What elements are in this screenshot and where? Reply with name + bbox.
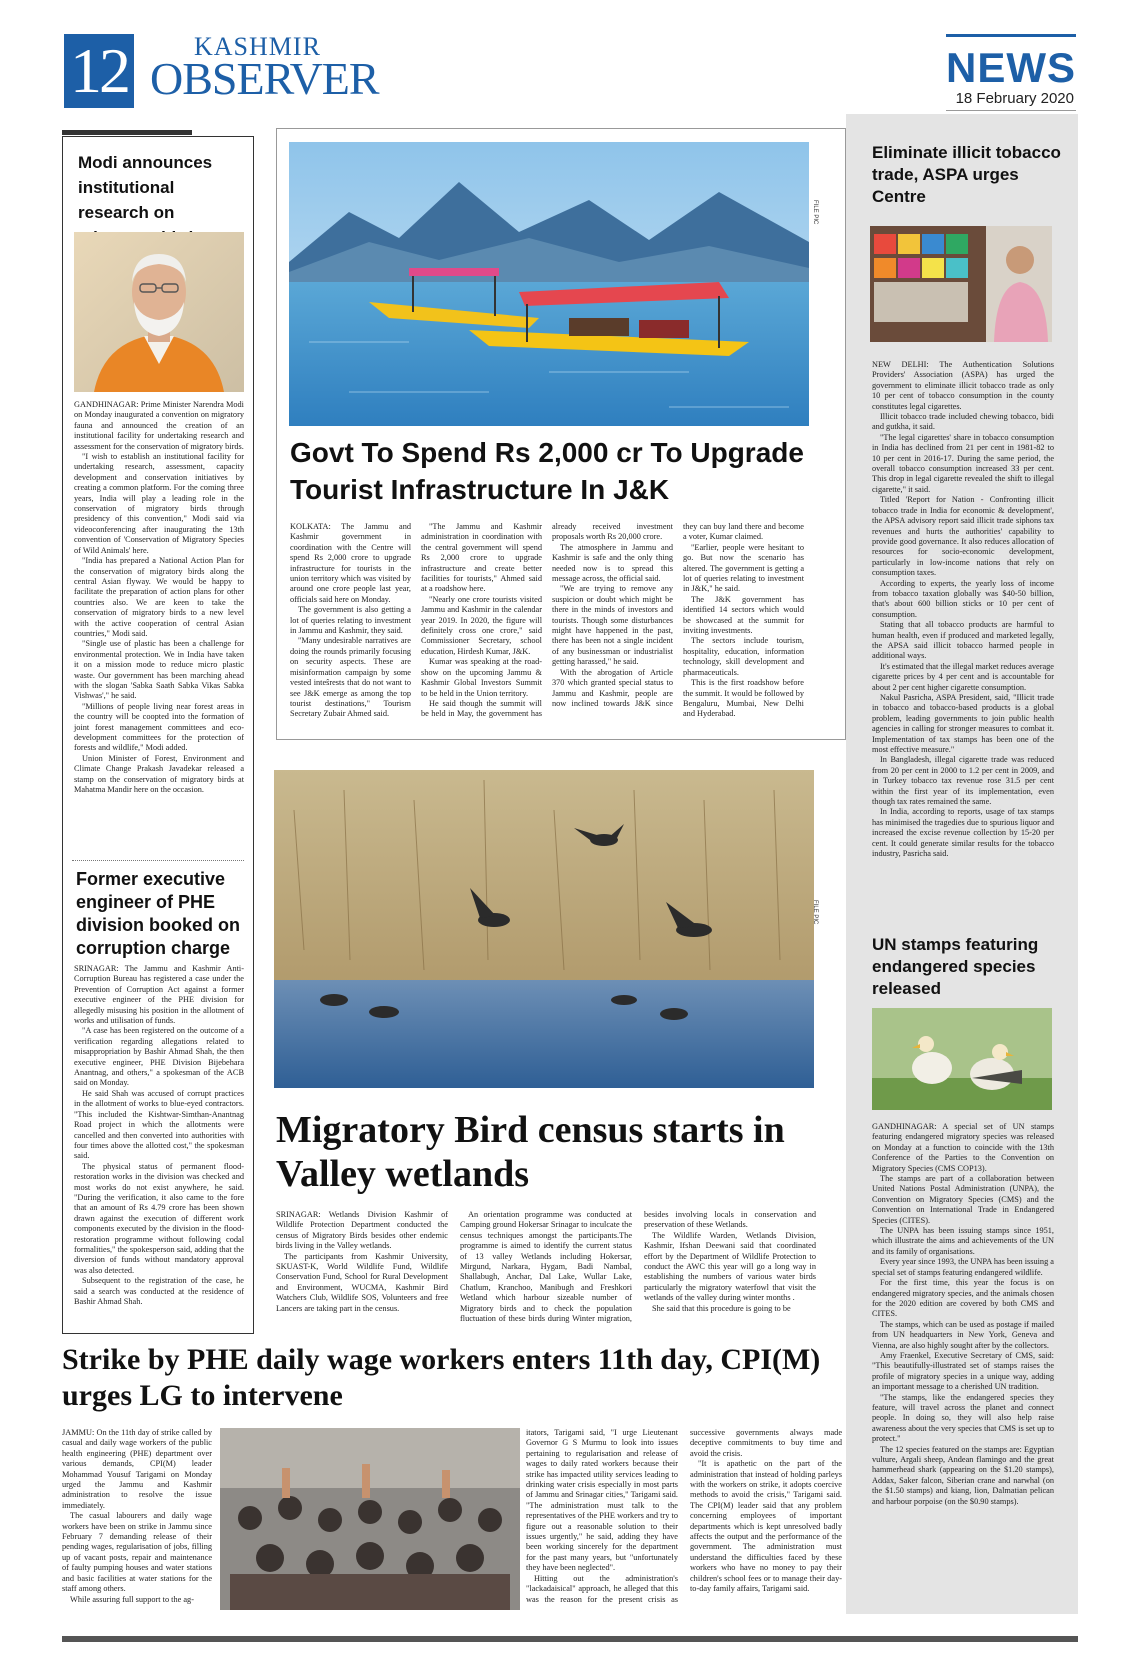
modi-photo bbox=[74, 232, 244, 392]
story-body-phe-engineer: SRINAGAR: The Jammu and Kashmir Anti-Corruption Bureau has registered a case under the Prevention of Corruption Act against a former executive engineer of the PHE division for allegedly misusing his position in the allotment of works and utilisation of funds. "A case has been registered on the outcome of a verification regarding allegations related to misappropriation by Bashir Ahmad Shah, the then executive engineer, PHE Division Bijebehara Anantnag, and others," a spokesman of the ACB said on Monday. He said Shah was accused of corrupt practices in the allotment of works to blue-eyed contractors. "This included the Kishtwar-Simthan-Anantnag Road project in which the allotments were cancelled and then converted into authorities with four times above the allotted cost," the spokesman said. The physical status of permanent flood-restoration works in the division was checked and most works do not exist anywhere, he said. "During the verification, it also came to the fore that an amount of Rs 4.79 crore has been shown drawn against the execution of different work components executed by the division in the flood-restoration programme without following codal formalities," the spokesperson said, adding that the diversion of funds without mandatory approval was also detected. Subsequent to the registration of the case, he said a search was conducted at the residence of Bashir Ahmad Shah. bbox=[74, 964, 244, 1306]
story-headline-modi: Modi announces institutional research on bbox=[78, 153, 213, 222]
story-headline-phe-engineer: Former executive engineer of PHE division booked on corruption charge bbox=[76, 869, 241, 958]
photo-credit-lead: FILE PIC bbox=[812, 200, 818, 225]
section-label: NEWS bbox=[946, 44, 1076, 91]
strike-body-right: itators, Tarigami said, "I urge Lieutenant Governor G S Murmu to look into issues pertaining to regularisation and release of wages to daily rated workers because their strike has impacted utility services leading to drinking water crisis especially in most parts of Jammu and Srinagar cities," Tarigami said. "The administration must talk to the representatives of the PHE workers and try to figure out a reasonable solution to their issues urgently," he said, adding they have been working sincerely for the department for the past many years, but "unfortunately they have been neglected". Hitting out the administration's "lackadaisical" approach, he alleged that this was the reason for the present crisis as successive governments always made deceptive commitments to buy time and avoid the crisis. "It is apathetic on the part of the administration that instead of holding parleys with the workers on strike, it adopts coercive methods to avoid the crisis," Tarigami said. The CPI(M) leader said that any problem concerning employees of important departments which is kept unresolved badly affects the output and the performance of the government. The administration must understand the difficulties faced by these workers who have no money to pay their children's school fees or to manage their day-to-day family affairs, Tarigami said. bbox=[526, 1428, 842, 1604]
birds-story-body: SRINAGAR: Wetlands Division Kashmir of Wildlife Protection Department conducted the census of Migratory Birds besides other endemic birds living in the Valley wetlands. The participants from Kashmir University, SKUAST-K, World Wildlife Fund, Wildlife Conservation Fund, School for Rural Development and Environment, WUCMA, Kashmir Bird Watchers Club, Wildlife SOS, Volunteers and free Lancers are taking part in the census. An orientation programme was conducted at Camping ground Hokersar Srinagar to inculcate the census techniques amongst the participants.The programme is aimed to identify the current status of 13 valley Wetlands including Hokersar, Mirgund, Narkara, Hygam, Badi Nambal, Shallabugh, Anchar, Dal Lake, Wullar Lake, Chatlum, Kranchoo, Manibugh and Freshkori Wetland which harbour sizeable number of Migratory birds and to check the population fluctuation of these birds during Winter migration, besides involving locals in conservation and preservation of these Wetlands. The Wildlife Warden, Wetlands Division, Kashmir, Ifshan Deewani said that coordinated effort by the Department of Wildlife Protection to conduct the AWC this year will go a long way in establishing the numbers of various water birds particularly the migratory waterfowl that visit the wetlands of the valley during winter months . She said that this procedure is going to be bbox=[276, 1210, 816, 1324]
newspaper-logo bbox=[150, 34, 379, 102]
section-rule-top bbox=[946, 34, 1076, 37]
issue-date: 18 February 2020 bbox=[955, 90, 1074, 107]
strike-protest-photo bbox=[220, 1428, 520, 1610]
tobacco-shop-photo bbox=[870, 226, 1052, 342]
strike-body-left: JAMMU: On the 11th day of strike called by casual and daily wage workers of the public health engineering (PHE) department over various demands, CPI(M) leader Mohammad Yousuf Tarigami on Monday urged the Jammu and Kashmir administration to resolve the issue immediately. The casual labourers and daily wage workers have been on strike in Jammu since February 7 demanding release of their pending wages, regularisation of jobs, filling up of vacant posts, repair and maintenance of faulty pumping houses and water stations and basic facilities at water stations for the staff among others. While assuring full support to the ag- bbox=[62, 1428, 212, 1604]
strike-headline: Strike by PHE daily wage workers enters 11th day, CPI(M) urges LG to intervene bbox=[62, 1343, 821, 1412]
story-headline-tobacco: Eliminate illicit tobacco trade, ASPA urges Centre bbox=[872, 143, 1061, 206]
lead-headline: Govt To Spend Rs 2,000 cr To Upgrade Tourist Infrastructure In J&K bbox=[290, 437, 804, 505]
photo-credit-birds: FILE PIC bbox=[812, 900, 818, 925]
story-body-un-stamps: GANDHINAGAR: A special set of UN stamps featuring endangered migratory species was released on Monday at a function to coincide with the 13th Conference of the Parties to the Convention on Migratory Species (CMS COP13). The stamps are part of a collaboration between United Nations Postal Administration (UNPA), the Convention on Migratory Species (CMS) and the Convention on International Trade in Endangered Species (CITES). The UNPA has been issuing stamps since 1951, which illustrate the aims and achievements of the UN and its family of organisations. Every year since 1993, the UNPA has been issuing a special set of stamps featuring endangered wildlife. For the first time, this year the focus is on endangered migratory species, and the animals chosen for the 2020 edition are covered by both CMS and CITES. The stamps, which can be used as postage if mailed from UN headquarters in New York, Geneva and Vienna, are also highly sought after by the collectors. Amy Fraenkel, Executive Secretary of CMS, said: "This beautifully-illustrated set of stamps raises the profile of migratory species in a unique way, adding an important message to a cherished UN tradition. "The stamps, like the endangered species they feature, will travel across the planet and connect people. In doing so, they will also help raise awareness about the very species that CMS is set up to protect." The 12 species featured on the stamps are: Egyptian vulture, Argali sheep, Andean flamingo and the great hammerhead shark (appearing on the $1.20 stamps), Addax, Saker falcon, Siberian crane and narwhal (on the $1.50 stamps) and kiang, lion, Dalmatian pelican and harbour porpoise (on the $0.90 stamps). bbox=[872, 1122, 1054, 1506]
migratory-birds-photo bbox=[274, 770, 814, 1088]
left-box-accent bbox=[62, 130, 192, 135]
vultures-photo bbox=[872, 1008, 1052, 1110]
brand-top: KASHMIR bbox=[194, 32, 321, 61]
lead-story-body: KOLKATA: The Jammu and Kashmir government in coordination with the Centre will spend Rs 2,000 crore to upgrade infrastructure for tourists in the union territory which was visited by around one crore people last year, officials said here on Monday. The government is also getting a lot of queries relating to investment in Jammu and Kashmir, they said. "Many undesirable narratives are doing the rounds primarily focusing on security aspects. These are misinformation campaign by some vested inteŝrests that do not want to see J&K emerge as among the top tourist destinations," Tourism Secretary Zubair Ahmed said. "The Jammu and Kashmir administration in coordination with the central government will spend Rs 2,000 crore to upgrade infrastructure and create better facilities for tourists," Ahmed said at a roadshow here. "Nearly one crore tourists visited Jammu and Kashmir in the calendar year 2019. In 2020, the figure will definitely cross one crore," said Commissioner Secretary, school education, Hirdesh Kumar, J&K. Kumar was speaking at the road-show on the upcoming Jammu & Kashmir Global Investors Summit to be held in the Union territory. He said though the summit will be held in May, the government has already received investment proposals worth Rs 20,000 crore. The atmosphere in Jammu and Kashmir is safe and the only thing needed now is to spread this message across, the official said. "We are trying to remove any suspicion or doubt which might be there in the minds of investors and tourists. Though some disturbances might have happened in the past, there has been not a single incident of any businessman or industrialist getting harassed," he said. With the abrogation of Article 370 which granted special status to Jammu and Kashmir, people are now inclined towards J&K since they can buy land there and become a voter, Kumar claimed. "Earlier, people were hesitant to go. But now the scenario has altered. The government is getting a lot of queries relating to investment in J&K," he said. The J&K government has identified 14 sectors which would be showcased at the summit for inviting investments. The sectors include tourism, hospitality, education, information technology, skill development and pharmaceuticals. This is the first roadshow before the summit. It would be followed by Bengaluru, Mumbai, New Delhi and Hyderabad. bbox=[290, 522, 804, 719]
story-body-tobacco: NEW DELHI: The Authentication Solutions Providers' Association (ASPA) has urged the government to eliminate illicit tobacco trade as only 10 per cent of tobacco consumption in the county constitutes legal cigarettes. Illicit tobacco trade included chewing tobacco, bidi and gutkha, it said. "The legal cigarettes' share in tobacco consumption in India has declined from 21 per cent in 1981-82 to 10 per cent in 2016-17. During the same period, the overall tobacco consumption increased 33 per cent. This drop in legal cigarette revealed the shift to illegal cigarette," it said. Titled 'Report for Nation - Confronting illicit tobacco trade in India for economic & development', the APSA advisory report said illicit trade siphons tax revenues and hurts the authorities' capability to provide good governance. It also reduces allocation of resources for socio-economic development, particularly in low-income nations that rely on consumption taxes. According to experts, the yearly loss of income from tobacco taxation globally was $40-50 billion, that's about 600 billion sticks or 10 per cent of consumption. Stating that all tobacco products are harmful to human health, even if produced and marketed legally, the APSA said illicit tobacco harmed people in additional ways. It's estimated that the illegal market reduces average cigarette prices by 4 per cent and is accountable for about 2 per cent higher cigarette consumption. Nakul Pasricha, ASPA President, said, "Illicit trade in tobacco and tobacco-based products is a global problem, leading governments to join public health agencies in calling for stronger measures to combat it. Implementation of tax stamps has been one of the most effective measure." In Bangladesh, illegal cigarette trade was reduced from 20 per cent in 2000 to 1.2 per cent in 2009, and in Turkey tobacco tax revenue rose 31.5 per cent within the first year of its implementation, even though tax rates remained the same. In India, according to reports, usage of tax stamps has minimised the tragedies due to spurious liquor and increased the excise revenue collection by 15-20 per cent. It could generate similar results for the tobacco industry, Pasricha said. bbox=[872, 360, 1054, 859]
brand-bottom: OBSERVER bbox=[150, 53, 379, 104]
section-rule-bottom bbox=[946, 110, 1076, 111]
story-body-modi: GANDHINAGAR: Prime Minister Narendra Modi on Monday inaugurated a convention on migratory fauna and announced the creation of an institutional facility for undertaking research and assessment for the conservation of migratory birds. "I wish to establish an institutional facility for undertaking research, assessment, capacity development and conservation initiatives by creating a common platform. For the coming three years, India will play a leading role in the conservation of migratory birds through presidency of this convention," Modi said via videoconferencing after inaugurating the 13th convention of 'Conservation of Migratory Species of Wild Animals' here. "India has prepared a National Action Plan for the conservation of migratory birds along the central Asian flyway. We would be happy to facilitate the preparation of action plans for other countries also. We are keen to take the conservation of migratory birds to a new level with the active cooperation of central Asian countries," Modi said. "Single use of plastic has been a challenge for environmental protection. We in India have taken it on a mission mode to reduce micro plastic waste. Our government has been marching ahead with the slogan 'Sabka Saath Sabka Vikas Sabka Vishwas'," he said. "Millions of people living near forest areas in the country will be coopted into the formation of joint forest management committees and eco-development committees for the protection of forests and wildlife," Modi added. Union Minister of Forest, Environment and Climate Change Prakash Javadekar released a stamp on the conservation of migratory birds at Mahatma Mandir here on the occasion. bbox=[74, 400, 244, 795]
page-number: 12 bbox=[64, 34, 134, 108]
story-divider bbox=[72, 860, 244, 861]
footer-rule bbox=[62, 1636, 1078, 1642]
birds-headline: Migratory Bird census starts in Valley wetlands bbox=[276, 1109, 785, 1195]
shikara-photo bbox=[289, 142, 809, 426]
story-headline-un-stamps: UN stamps featuring endangered species released bbox=[872, 935, 1039, 998]
